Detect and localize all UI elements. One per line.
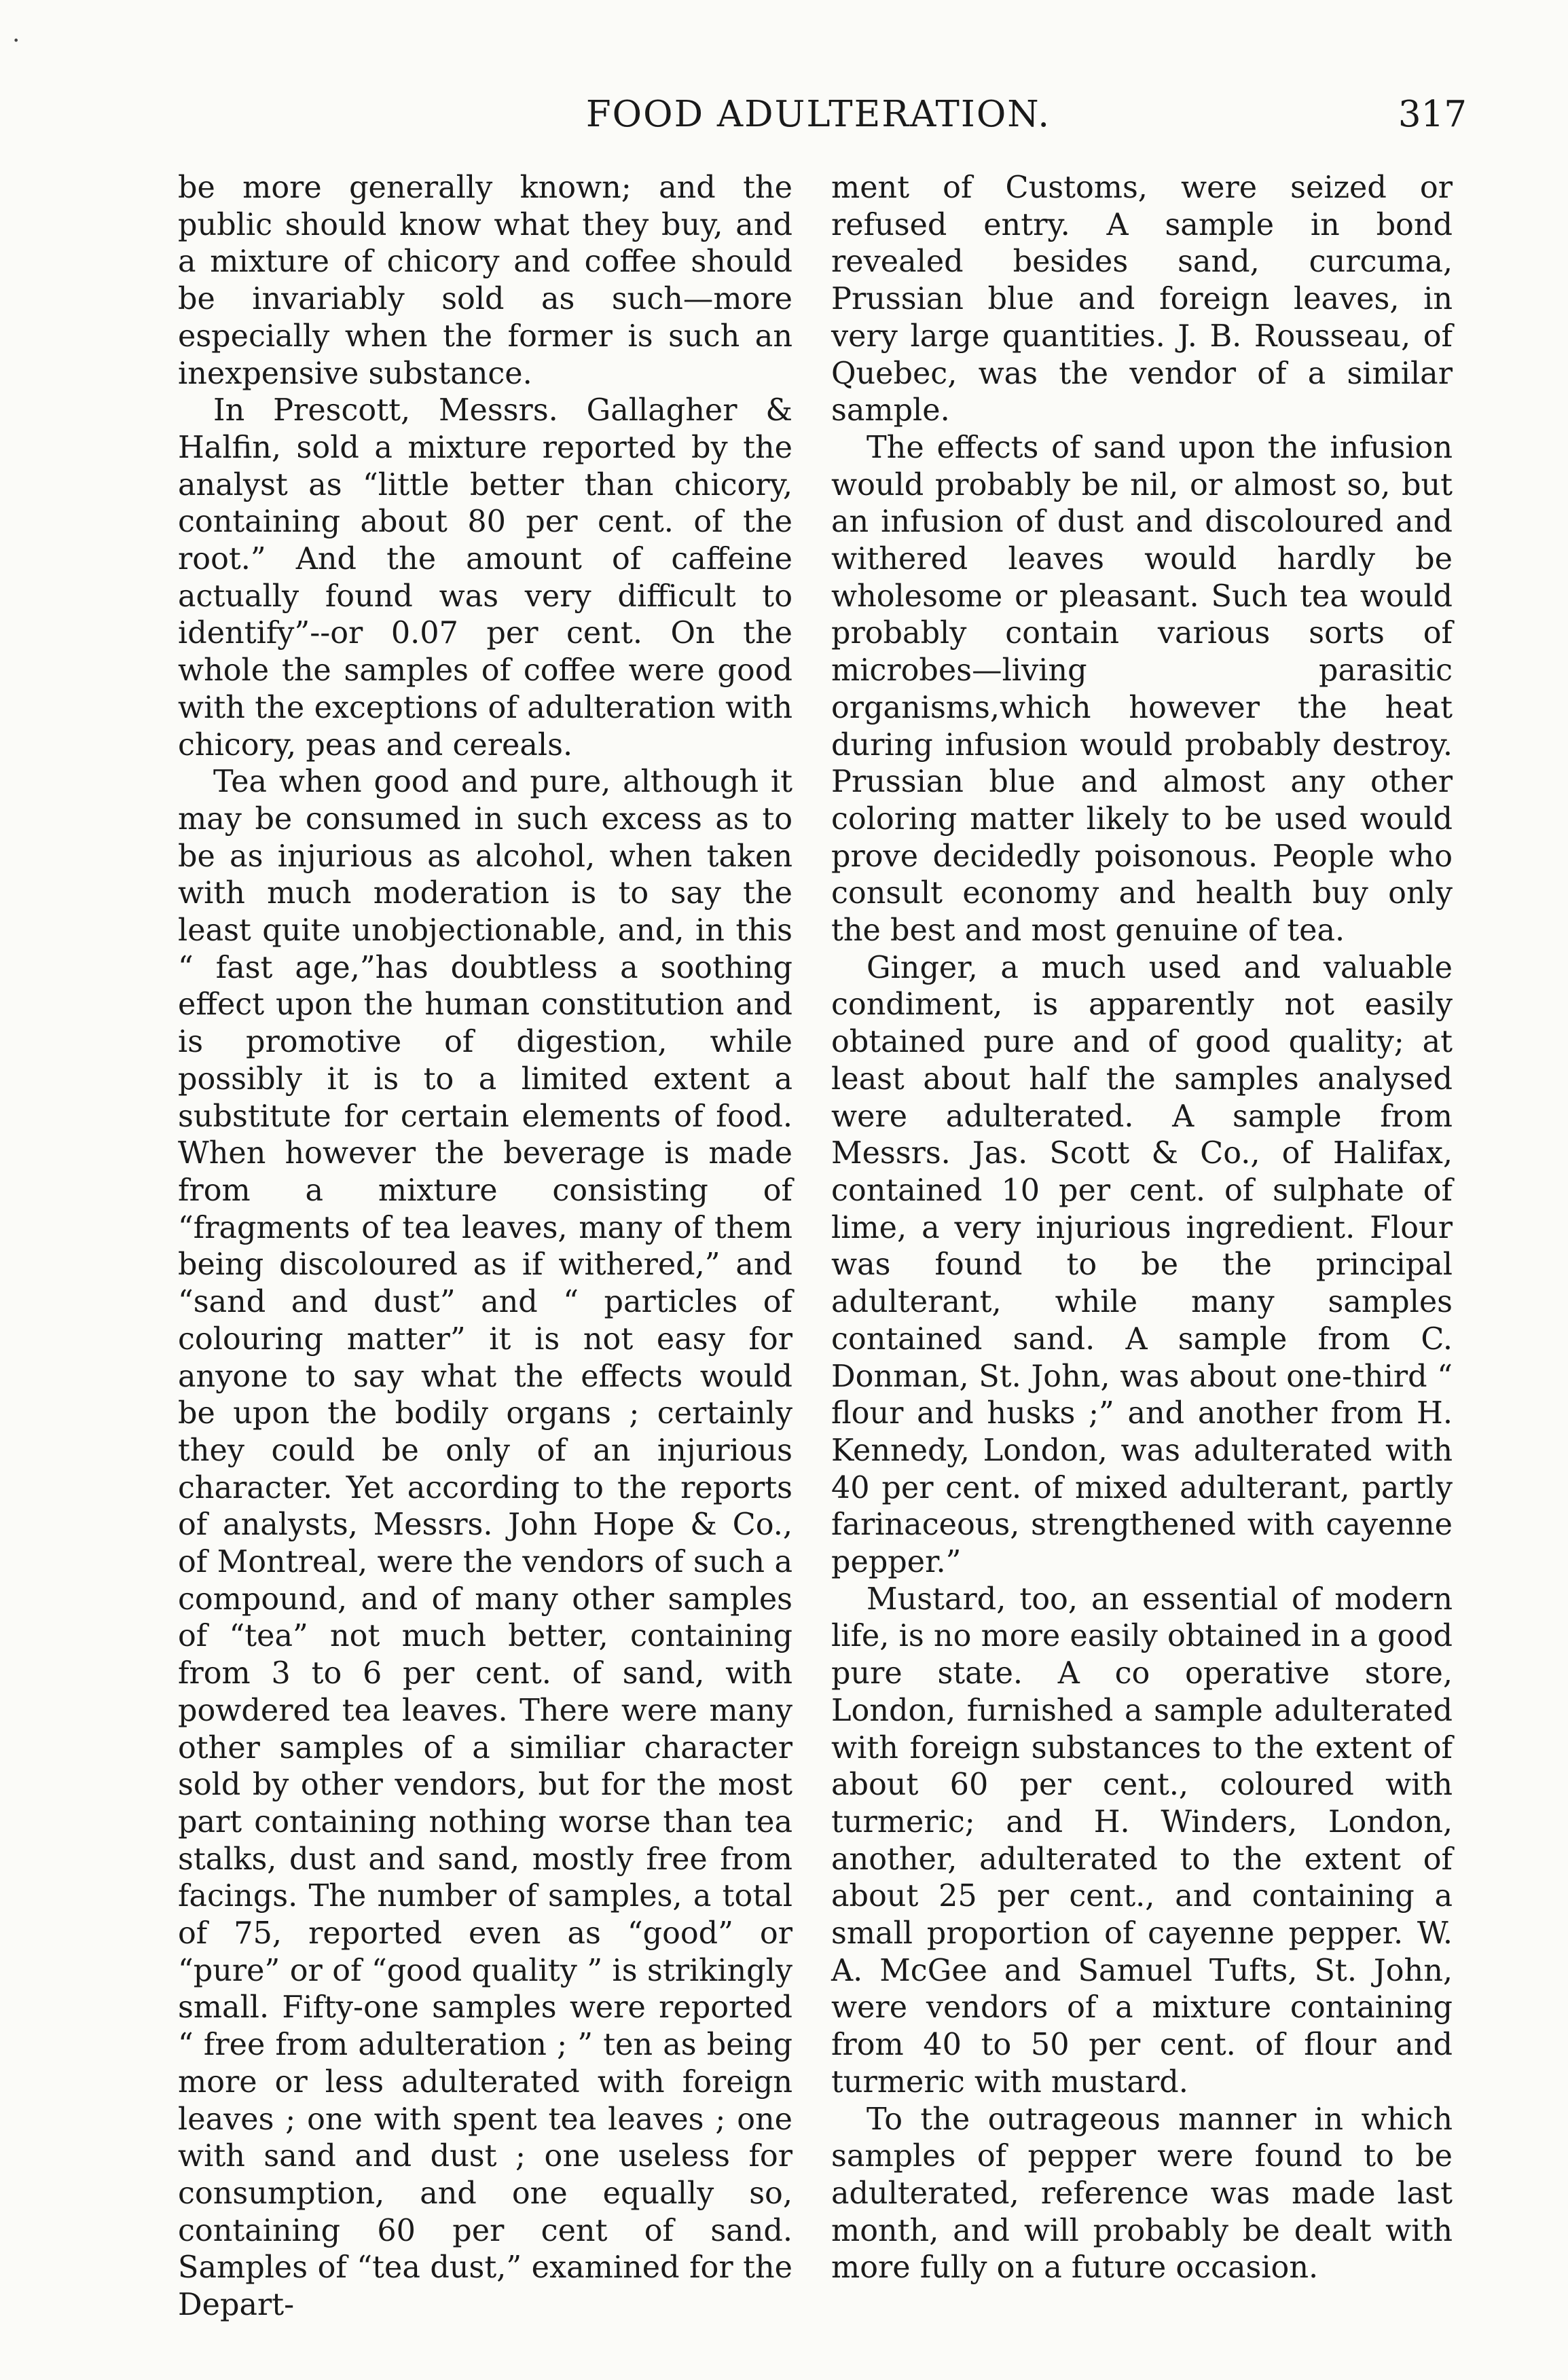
- left-column: [178, 170, 792, 2324]
- right-column: [831, 170, 1453, 2287]
- paragraph: Tea when good and pure, although it may be consumed in such excess as to be as injurious as alcohol, when taken with much moderation is to say the least quite unobjectionable, and, in this “ fast age,”has doubtless a soothing effect upon the human constitution and is promotive of digestion, while possibly it is to a limited extent a substitute for certain elements of food. When however the beverage is made from a mixture consisting of “fragments of tea leaves, many of them being discoloured as if withered,” and “sand and dust” and “ particles of colouring matter” it is not easy for anyone to say what the effects would be upon the bodily organs ; certainly they could be only of an injurious character. Yet according to the reports of analysts, Messrs. John Hope & Co., of Montreal, were the vendors of such a compound, and of many other samples of “tea” not much better, containing from 3 to 6 per cent. of sand, with powdered tea leaves. There were many other samples of a similiar character sold by other vendors, but for the most part containing nothing worse than tea stalks, dust and sand, mostly free from facings. The number of samples, a total of 75, reported even as “good” or “pure” or of “good quality ” is strikingly small. Fifty-one samples were reported “ free from adulteration ; ” ten as being more or less adulterated with foreign leaves ; one with spent tea leaves ; one with sand and dust ; one useless for consumption, and one equally so, containing 60 per cent of sand. Samples of “tea dust,” examined for the Depart-: [178, 765, 792, 2323]
- margin-speck: ·: [12, 27, 20, 55]
- paragraph: ment of Customs, were seized or refused entry. A sample in bond revealed besides sand, curcuma, Prussian blue and foreign leaves, in very large quantities. J. B. Rousseau, of Quebec, was the vendor of a similar sample.: [831, 170, 1453, 428]
- paragraph: be more generally known; and the public should know what they buy, and a mixture of chicory and coffee should be invariably sold as such—more especially when the former is such an inexpensive substance.: [178, 170, 792, 391]
- paragraph: Mustard, too, an essential of modern life, is no more easily obtained in a good pure state. A co operative store, London, furnished a sample adulterated with foreign substances to the extent of about 60 per cent., coloured with turmeric; and H. Winders, London, another, adulterated to the extent of about 25 per cent., and containing a small proportion of cayenne pepper. W. A. McGee and Samuel Tufts, St. John, were vendors of a mixture containing from 40 to 50 per cent. of flour and turmeric with mustard.: [831, 1581, 1453, 2100]
- page-number: 317: [1398, 94, 1467, 135]
- paragraph: To the outrageous manner in which samples of pepper were found to be adulterated, reference was made last month, and will probably be dealt with more fully on a future occasion.: [831, 2102, 1453, 2286]
- paragraph: Ginger, a much used and valuable condiment, is apparently not easily obtained pure and of good quality; at least about half the samples analysed were adulterated. A sample from Messrs. Jas. Scott & Co., of Halifax, contained 10 per cent. of sulphate of lime, a very injurious ingredient. Flour was found to be the principal adulterant, while many samples contained sand. A sample from C. Donman, St. John, was about one-third “ flour and husks ;” and another from H. Kennedy, London, was adulterated with 40 per cent. of mixed adulterant, partly farinaceous, strengthened with cayenne pepper.”: [831, 950, 1453, 1580]
- page-header: [170, 94, 1467, 155]
- paragraph: The effects of sand upon the infusion would probably be nil, or almost so, but an infusion of dust and discoloured and withered leaves would hardly be wholesome or pleasant. Such tea would probably contain various sorts of microbes—living parasitic organisms,which however the heat during infusion would probably destroy. Prussian blue and almost any other coloring matter likely to be used would prove decidedly poisonous. People who consult economy and health buy only the best and most genuine of tea.: [831, 430, 1453, 949]
- running-title: FOOD ADULTERATION.: [585, 94, 1051, 135]
- paragraph: In Prescott, Messrs. Gallagher & Halfin, sold a mixture reported by the analyst as “little better than chicory, containing about 80 per cent. of the root.” And the amount of caffeine actually found was very difficult to identify”--or 0.07 per cent. On the whole the samples of coffee were good with the exceptions of adulteration with chicory, peas and cereals.: [178, 393, 792, 763]
